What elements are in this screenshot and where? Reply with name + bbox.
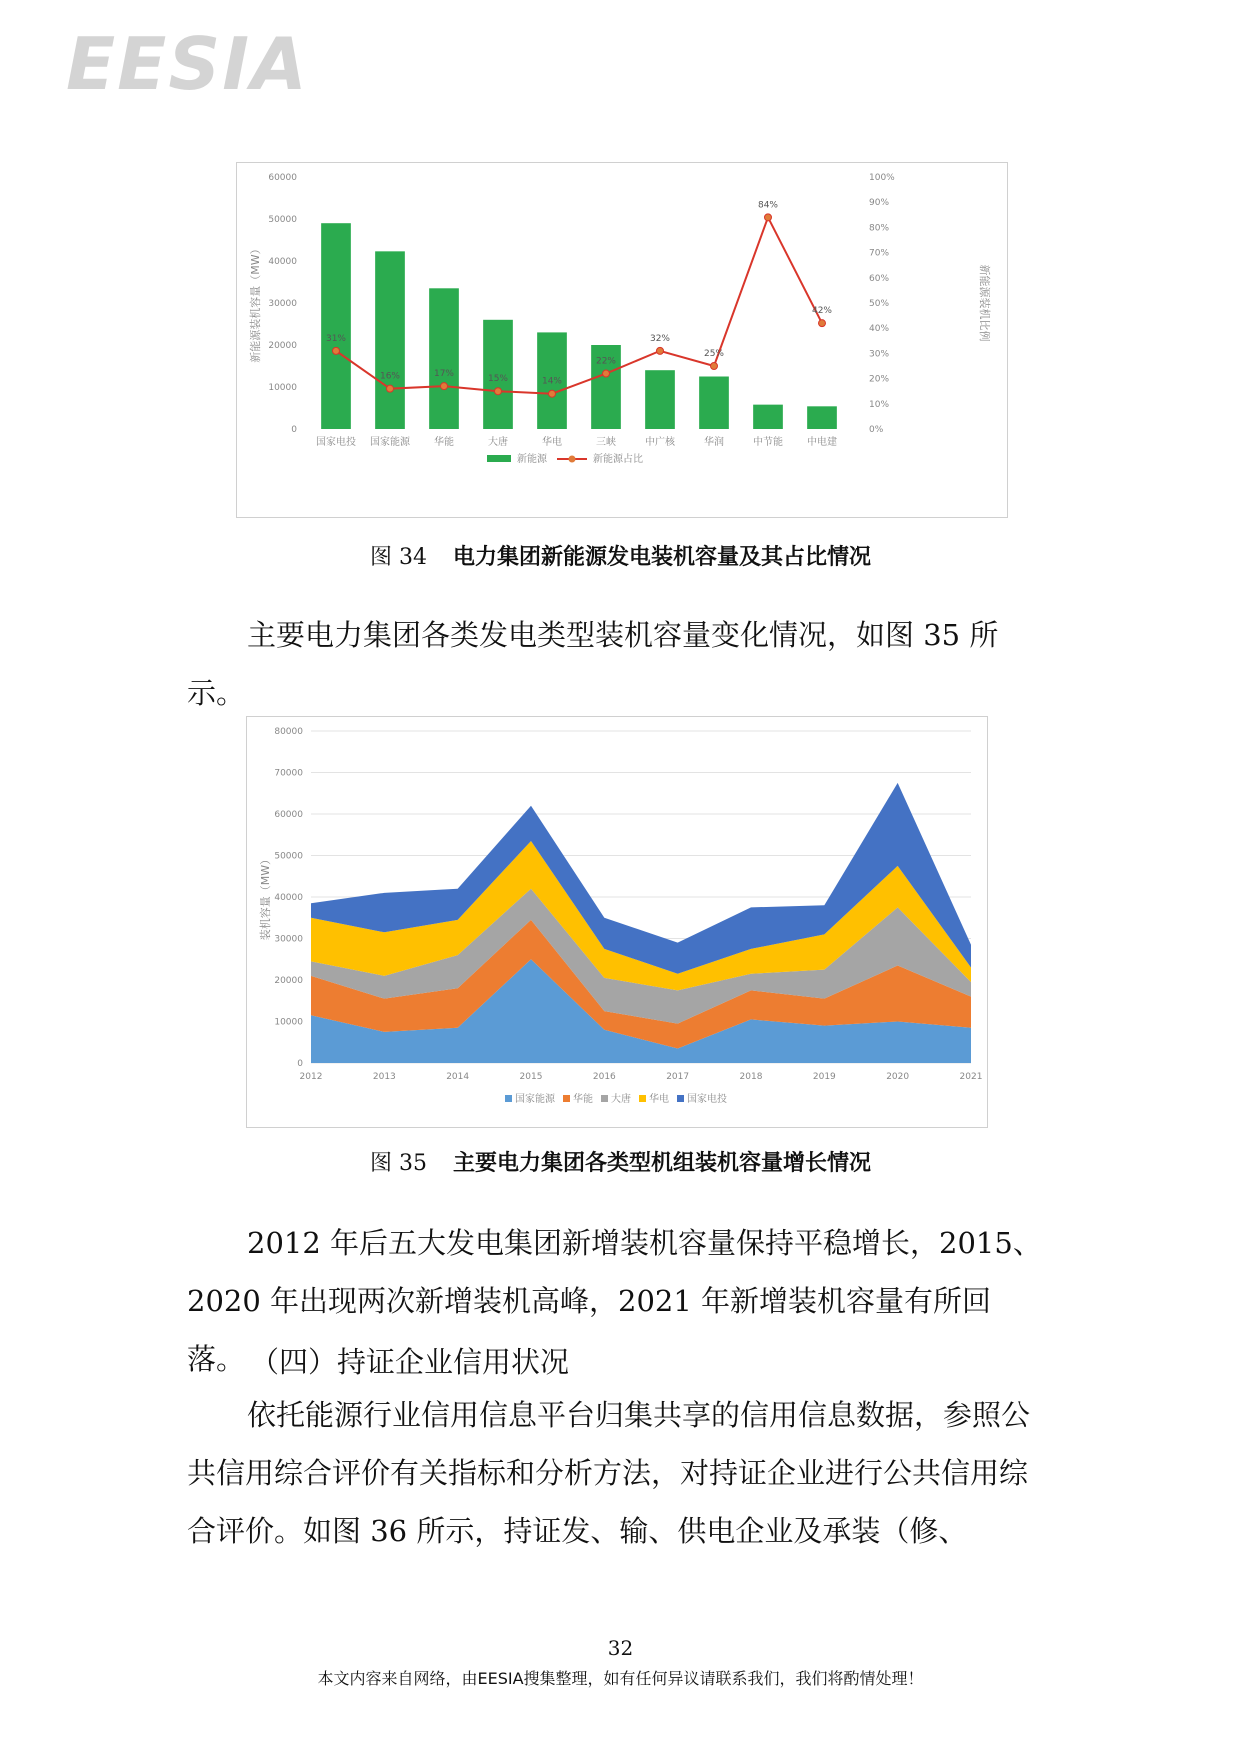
data-label: 15% <box>487 374 509 385</box>
y2-tick-label: 30% <box>869 349 890 360</box>
legend-swatch <box>677 1095 684 1102</box>
bar <box>699 377 729 430</box>
legend-swatch <box>639 1095 646 1102</box>
figure-35-chart <box>246 716 988 1128</box>
figure-35-svg <box>247 717 987 1127</box>
figure-35-caption <box>0 1146 1241 1177</box>
y2-tick-label: 100% <box>869 173 895 183</box>
ratio-point <box>657 347 664 354</box>
legend-swatch <box>601 1095 608 1102</box>
x-tick-label: 大唐 <box>488 437 508 448</box>
ratio-point <box>819 320 826 327</box>
bar <box>429 288 459 429</box>
ratio-point <box>711 363 718 370</box>
y-tick-label: 30000 <box>274 934 303 945</box>
y2-tick-label: 20% <box>869 374 890 385</box>
figure-35-number: 图 35 <box>369 1151 427 1176</box>
data-label: 16% <box>379 371 401 382</box>
x-tick-label: 2019 <box>812 1072 836 1082</box>
legend-swatch <box>505 1095 512 1102</box>
legend-swatch <box>563 1095 570 1102</box>
x-tick-label: 2017 <box>666 1072 690 1082</box>
data-label: 42% <box>811 306 833 317</box>
ratio-line <box>336 217 822 393</box>
figure-34-chart <box>236 162 1008 518</box>
x-tick-label: 国家电投 <box>316 437 356 448</box>
y-tick-label: 0 <box>291 425 297 435</box>
legend-swatch <box>487 455 511 462</box>
ratio-point <box>603 370 610 377</box>
page-number: 32 <box>607 1636 634 1660</box>
bar <box>321 223 351 429</box>
legend-label: 大唐 <box>611 1094 631 1105</box>
y-tick-label: 80000 <box>274 727 303 737</box>
paragraph-1: 主要电力集团各类发电类型装机容量变化情况，如图 35 所示。 <box>187 618 999 710</box>
figure-34-number: 图 34 <box>369 545 427 570</box>
x-tick-label: 中节能 <box>753 437 783 448</box>
eesia-logo: EESIA <box>66 22 309 106</box>
y2-tick-label: 90% <box>869 198 890 209</box>
y2-axis-label: 新能源装机比例 <box>978 264 991 342</box>
paragraph-2: 2012 年后五大发电集团新增装机容量保持平稳增长，2015、2020 年出现两次新增装机高峰，2021 年新增装机容量有所回落。 <box>187 1226 1042 1376</box>
x-tick-label: 华能 <box>434 437 454 448</box>
y-tick-label: 0 <box>297 1059 303 1069</box>
figure-35-title: 主要电力集团各类型机组装机容量增长情况 <box>452 1151 871 1176</box>
y2-tick-label: 60% <box>869 273 890 284</box>
data-label: 25% <box>703 349 725 359</box>
figure-34-title: 电力集团新能源发电装机容量及其占比情况 <box>452 545 871 570</box>
legend-label: 新能源占比 <box>593 454 643 465</box>
y-axis-label: 装机容量（MW） <box>259 853 272 941</box>
y-tick-label: 40000 <box>274 893 303 903</box>
y2-tick-label: 10% <box>869 399 890 410</box>
legend-marker <box>569 456 576 463</box>
data-label: 84% <box>757 200 779 211</box>
data-label: 31% <box>325 333 347 344</box>
x-tick-label: 2012 <box>299 1072 323 1082</box>
legend-label: 华电 <box>649 1094 669 1105</box>
x-tick-label: 华润 <box>704 437 724 448</box>
bar <box>645 370 675 429</box>
ratio-point <box>333 347 340 354</box>
x-tick-label: 2016 <box>592 1072 616 1082</box>
x-tick-label: 华电 <box>542 437 562 448</box>
bar <box>753 405 783 429</box>
x-tick-label: 2015 <box>519 1072 543 1082</box>
y-tick-label: 60000 <box>274 810 303 820</box>
x-tick-label: 三峡 <box>596 437 616 448</box>
section-heading: （四）持证企业信用状况 <box>250 1345 570 1379</box>
y-tick-label: 20000 <box>268 341 297 351</box>
x-tick-label: 2013 <box>372 1072 396 1082</box>
ratio-point <box>387 385 394 392</box>
x-tick-label: 中广核 <box>645 437 675 448</box>
paragraph-3: 依托能源行业信用信息平台归集共享的信用信息数据，参照公共信用综合评价有关指标和分析方法，对持证企业进行公共信用综合评价。如图 36 所示，持证发、输、供电企业及承装（修、 <box>187 1398 1031 1548</box>
y2-tick-label: 0% <box>869 425 884 435</box>
legend-label: 新能源 <box>517 454 547 465</box>
x-tick-label: 2018 <box>739 1072 763 1082</box>
x-tick-label: 2014 <box>446 1072 470 1082</box>
y2-tick-label: 50% <box>869 299 890 309</box>
x-tick-label: 2020 <box>886 1072 910 1082</box>
y-tick-label: 10000 <box>274 1017 303 1028</box>
figure-34-svg <box>237 163 1007 517</box>
y-tick-label: 50000 <box>268 215 297 225</box>
y2-tick-label: 40% <box>869 324 890 335</box>
x-tick-label: 国家能源 <box>370 437 410 448</box>
data-label: 14% <box>541 376 563 387</box>
y-tick-label: 40000 <box>268 257 297 267</box>
legend-label: 国家电投 <box>687 1094 727 1105</box>
legend-label: 国家能源 <box>515 1094 555 1105</box>
legend-label: 华能 <box>573 1094 593 1105</box>
y-tick-label: 70000 <box>274 768 303 779</box>
data-label: 22% <box>595 356 617 367</box>
figure-34-caption <box>0 540 1241 571</box>
y-tick-label: 20000 <box>274 976 303 986</box>
bar <box>375 251 405 429</box>
ratio-point <box>549 390 556 397</box>
bar <box>807 406 837 429</box>
ratio-point <box>441 383 448 390</box>
data-label: 32% <box>649 333 671 344</box>
y-tick-label: 30000 <box>268 299 297 309</box>
y-tick-label: 60000 <box>268 173 297 183</box>
ratio-point <box>765 214 772 221</box>
data-label: 17% <box>433 369 455 380</box>
x-tick-label: 中电建 <box>807 437 837 448</box>
y2-tick-label: 70% <box>869 248 890 259</box>
y-tick-label: 10000 <box>268 383 297 393</box>
y-tick-label: 50000 <box>274 851 303 862</box>
x-tick-label: 2021 <box>959 1072 983 1082</box>
footer-notice: 本文内容来自网络，由EESIA搜集整理，如有任何异议请联系我们，我们将酌情处理！ <box>317 1669 924 1688</box>
y2-tick-label: 80% <box>869 223 890 234</box>
y-axis-label: 新能源装机容量（MW） <box>249 243 262 363</box>
ratio-point <box>495 388 502 395</box>
